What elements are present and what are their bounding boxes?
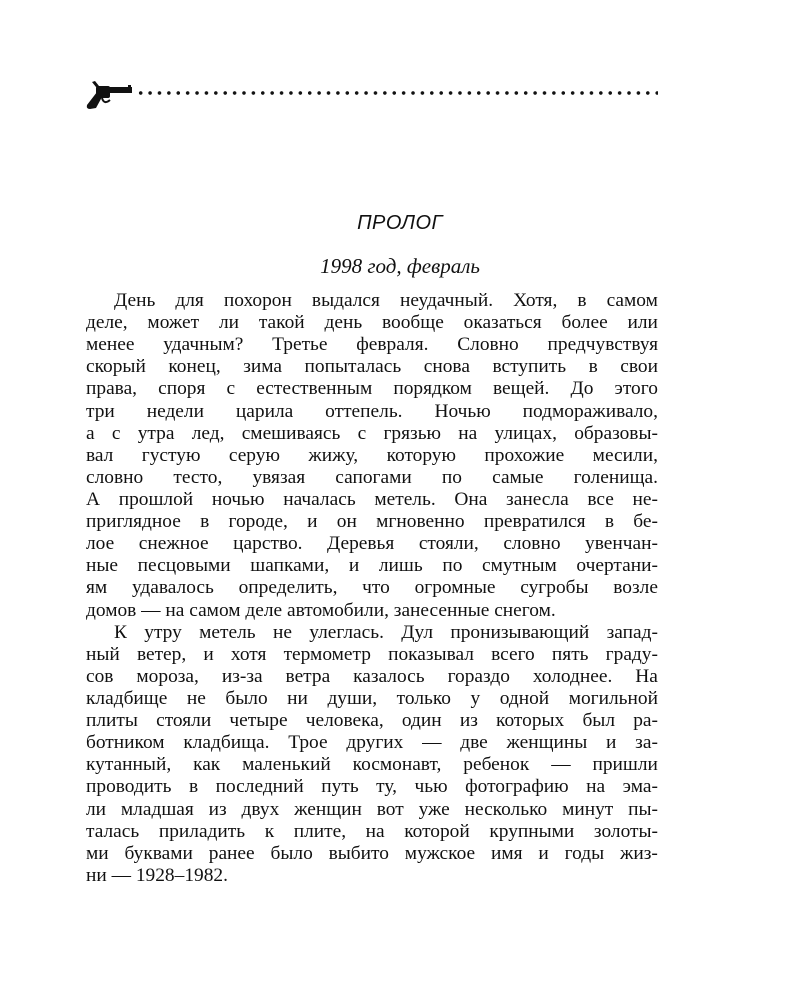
word: мороза, [136, 665, 199, 687]
word: уже [418, 798, 450, 820]
text-line [86, 401, 658, 423]
text-line [86, 555, 658, 577]
word: последний [215, 776, 304, 798]
word: к [264, 820, 275, 842]
word: — [422, 732, 442, 754]
word: самом [606, 290, 658, 311]
word: Деревья [327, 533, 395, 555]
word: человека, [305, 710, 384, 732]
word: и [348, 555, 360, 577]
word: огромные [414, 577, 496, 599]
word: всего [491, 643, 535, 665]
word: и [538, 842, 549, 864]
word: ночью [211, 488, 265, 510]
word: гораздо [447, 665, 510, 687]
word: приладить [158, 820, 246, 842]
word: смешиваясь [241, 422, 341, 444]
word: оттепель. [325, 400, 403, 422]
word: он [336, 511, 357, 533]
word: вообще [381, 312, 444, 334]
word: из [208, 798, 227, 820]
word: права, [86, 378, 138, 400]
word: ми [86, 842, 109, 864]
text-line [86, 290, 658, 312]
word: ребенок [463, 754, 530, 776]
word: был [582, 710, 616, 732]
text-line [86, 378, 658, 400]
word: маленький [242, 754, 331, 776]
word: жиз- [620, 842, 658, 864]
word: менее [86, 334, 135, 356]
word: не [272, 621, 292, 643]
word: такой [258, 312, 305, 334]
word: годы [564, 842, 605, 864]
word: кладбище [86, 687, 168, 709]
word: оказаться [463, 312, 542, 334]
text-line [86, 799, 658, 821]
word: граду- [605, 643, 658, 665]
word: Трое [288, 732, 328, 754]
word: увенчан- [585, 533, 658, 555]
text-line [86, 710, 658, 732]
word: с [226, 378, 236, 400]
word: Она [454, 488, 488, 510]
header-ornament [84, 78, 660, 112]
word: не- [632, 488, 658, 510]
word: прохожие [484, 444, 565, 466]
word: которых [496, 710, 565, 732]
word: эма- [622, 776, 658, 798]
word: за- [635, 732, 658, 754]
word: Хотя, [513, 290, 558, 311]
word: которую [386, 444, 456, 466]
word: приглядное [86, 511, 181, 533]
word: в [604, 511, 614, 533]
word: ни [287, 687, 308, 709]
word: которой [404, 820, 470, 842]
word: было [270, 842, 313, 864]
word: стояли [156, 710, 212, 732]
word: ные [86, 555, 119, 577]
word: День [114, 290, 156, 311]
word: пы- [628, 798, 658, 820]
text-line [86, 334, 658, 356]
text-line [86, 843, 658, 865]
word: — [551, 754, 571, 776]
chapter-subtitle: 1998 год, февраль [320, 254, 480, 278]
word: на [586, 776, 606, 798]
word: Дул [401, 621, 434, 643]
word: не [186, 687, 206, 709]
word: женщин [294, 798, 362, 820]
word: зима [243, 356, 282, 378]
body-text [86, 290, 658, 887]
text-line: ни — 1928–1982. [86, 864, 228, 886]
word: утру [144, 621, 182, 643]
word: у [470, 687, 481, 709]
word: кутанный, [86, 754, 172, 776]
word: превратился [483, 511, 586, 533]
word: других [346, 732, 404, 754]
word: души, [327, 687, 378, 709]
word: ли [218, 312, 240, 334]
word: споря [158, 378, 206, 400]
word: удавалось [131, 577, 214, 599]
word: три [86, 400, 115, 422]
word: крупными [489, 820, 575, 842]
word: До [570, 378, 594, 400]
word: На [635, 665, 658, 687]
word: ботником [86, 732, 165, 754]
word: пронизывающий [450, 621, 590, 643]
text-line [86, 467, 658, 489]
word: вот [376, 798, 404, 820]
word: утра [137, 422, 175, 444]
word: метель. [374, 488, 436, 510]
word: на [458, 422, 478, 444]
revolver-icon [84, 78, 134, 112]
word: показывал [388, 643, 474, 665]
word: лое [86, 533, 115, 555]
word: лишь [378, 555, 423, 577]
text-line [86, 533, 658, 555]
word: в [588, 356, 598, 378]
word: этого [614, 378, 658, 400]
word: пять [551, 643, 589, 665]
word: в [200, 511, 210, 533]
dotted-divider [136, 90, 658, 96]
word: февраля. [356, 334, 429, 356]
word: термометр [283, 643, 371, 665]
word: из [459, 710, 478, 732]
word: только [396, 687, 451, 709]
text-line: домов — на самом деле автомобили, занесенные снегом. [86, 599, 556, 621]
word: неудачный. [400, 290, 494, 311]
word: подмораживало, [522, 400, 658, 422]
word: талась [86, 820, 140, 842]
word: на [365, 820, 385, 842]
word: вал [86, 444, 114, 466]
word: один [401, 710, 442, 732]
word: ра- [633, 710, 658, 732]
word: в [188, 776, 199, 798]
word: и [606, 732, 617, 754]
word: несколько [464, 798, 548, 820]
word: в [577, 290, 587, 311]
word: смутным [482, 555, 557, 577]
word: двух [241, 798, 280, 820]
word: выдался [311, 290, 380, 311]
word: казалось [353, 665, 425, 687]
word: попыталась [304, 356, 402, 378]
word: женщины [506, 732, 588, 754]
word: путь [321, 776, 359, 798]
text-line [86, 622, 658, 644]
word: жижу, [308, 444, 359, 466]
word: плите, [293, 820, 347, 842]
word: снежное [138, 533, 209, 555]
word: тесто, [173, 466, 223, 488]
word: предчувствуя [547, 334, 658, 356]
word: стояли, [418, 533, 479, 555]
text-line [86, 356, 658, 378]
word: день [324, 312, 363, 334]
word: проводить [86, 776, 172, 798]
word: было [225, 687, 268, 709]
word: снова [423, 356, 470, 378]
text-line [86, 754, 658, 776]
word: кладбища. [183, 732, 270, 754]
word: сугробы [520, 577, 589, 599]
word: конец, [168, 356, 221, 378]
word: по [441, 466, 462, 488]
word: плиты [86, 710, 138, 732]
word: ли [86, 798, 107, 820]
word: улицах, [494, 422, 557, 444]
word: по [442, 555, 463, 577]
word: прошлой [118, 488, 194, 510]
word: может [147, 312, 200, 334]
word: городе, [228, 511, 288, 533]
word: более [561, 312, 608, 334]
text-line [86, 732, 658, 754]
word: занесла [506, 488, 569, 510]
word: К [114, 621, 127, 643]
word: определить, [238, 577, 338, 599]
word: улеглась. [309, 621, 384, 643]
word: лед, [191, 422, 225, 444]
chapter-title: ПРОЛОГ [357, 212, 443, 234]
word: очертани- [576, 555, 658, 577]
word: естественным [256, 378, 373, 400]
text-line [86, 489, 658, 511]
word: бе- [633, 511, 658, 533]
word: или [627, 312, 658, 334]
word: самые [492, 466, 544, 488]
word: словно [86, 466, 144, 488]
word: для [175, 290, 204, 311]
word: буквами [124, 842, 193, 864]
word: одной [499, 687, 550, 709]
word: из-за [221, 665, 263, 687]
word: четыре [229, 710, 288, 732]
word: серую [228, 444, 280, 466]
word: с [111, 422, 121, 444]
word: ту, [376, 776, 397, 798]
word: Ночью [434, 400, 491, 422]
word: две [460, 732, 488, 754]
word: вещей. [492, 378, 550, 400]
word: голенища. [573, 466, 658, 488]
word: похорон [223, 290, 292, 311]
word: чью [414, 776, 448, 798]
word: пришли [592, 754, 658, 776]
word: густую [141, 444, 201, 466]
text-line [86, 445, 658, 467]
word: ветер, [136, 643, 187, 665]
word: грязью [383, 422, 442, 444]
word: шапками, [250, 555, 330, 577]
text-line [86, 577, 658, 599]
word: мужское [404, 842, 476, 864]
text-line [86, 666, 658, 688]
word: Словно [457, 334, 519, 356]
word: словно [503, 533, 561, 555]
word: что [362, 577, 390, 599]
word: песцовыми [137, 555, 231, 577]
word: фотографию [465, 776, 569, 798]
word: запад- [606, 621, 658, 643]
word: мгновенно [376, 511, 465, 533]
word: скорый [86, 356, 146, 378]
word: имя [490, 842, 523, 864]
word: сапогами [335, 466, 412, 488]
word: космонавт, [352, 754, 442, 776]
word: а [86, 422, 95, 444]
word: А [86, 488, 101, 510]
word: деле, [86, 312, 128, 334]
word: месили, [592, 444, 658, 466]
word: ный [86, 643, 120, 665]
word: выбито [328, 842, 389, 864]
word: ветра [285, 665, 331, 687]
word: ям [86, 577, 108, 599]
text-line [86, 511, 658, 533]
word: увязая [252, 466, 306, 488]
word: началась [283, 488, 356, 510]
word: порядком [393, 378, 472, 400]
word: образовы- [574, 422, 658, 444]
text-line [86, 312, 658, 334]
word: как [193, 754, 221, 776]
word: возле [613, 577, 658, 599]
word: недели [146, 400, 204, 422]
word: и [203, 643, 214, 665]
text-line [86, 821, 658, 843]
word: Третье [272, 334, 328, 356]
word: хотя [230, 643, 267, 665]
word: с [357, 422, 367, 444]
word: младшая [120, 798, 194, 820]
word: метель [199, 621, 256, 643]
word: удачным? [163, 334, 244, 356]
text-line [86, 423, 658, 445]
word: холоднее. [532, 665, 613, 687]
word: свои [620, 356, 658, 378]
text-line [86, 688, 658, 710]
word: и [307, 511, 318, 533]
text-line [86, 644, 658, 666]
word: вступить [492, 356, 567, 378]
word: царила [235, 400, 294, 422]
word: золоты- [593, 820, 658, 842]
word: минут [562, 798, 614, 820]
word: ранее [208, 842, 255, 864]
word: царство. [233, 533, 303, 555]
word: сов [86, 665, 114, 687]
word: все [587, 488, 614, 510]
word: могильной [568, 687, 658, 709]
text-line [86, 776, 658, 798]
